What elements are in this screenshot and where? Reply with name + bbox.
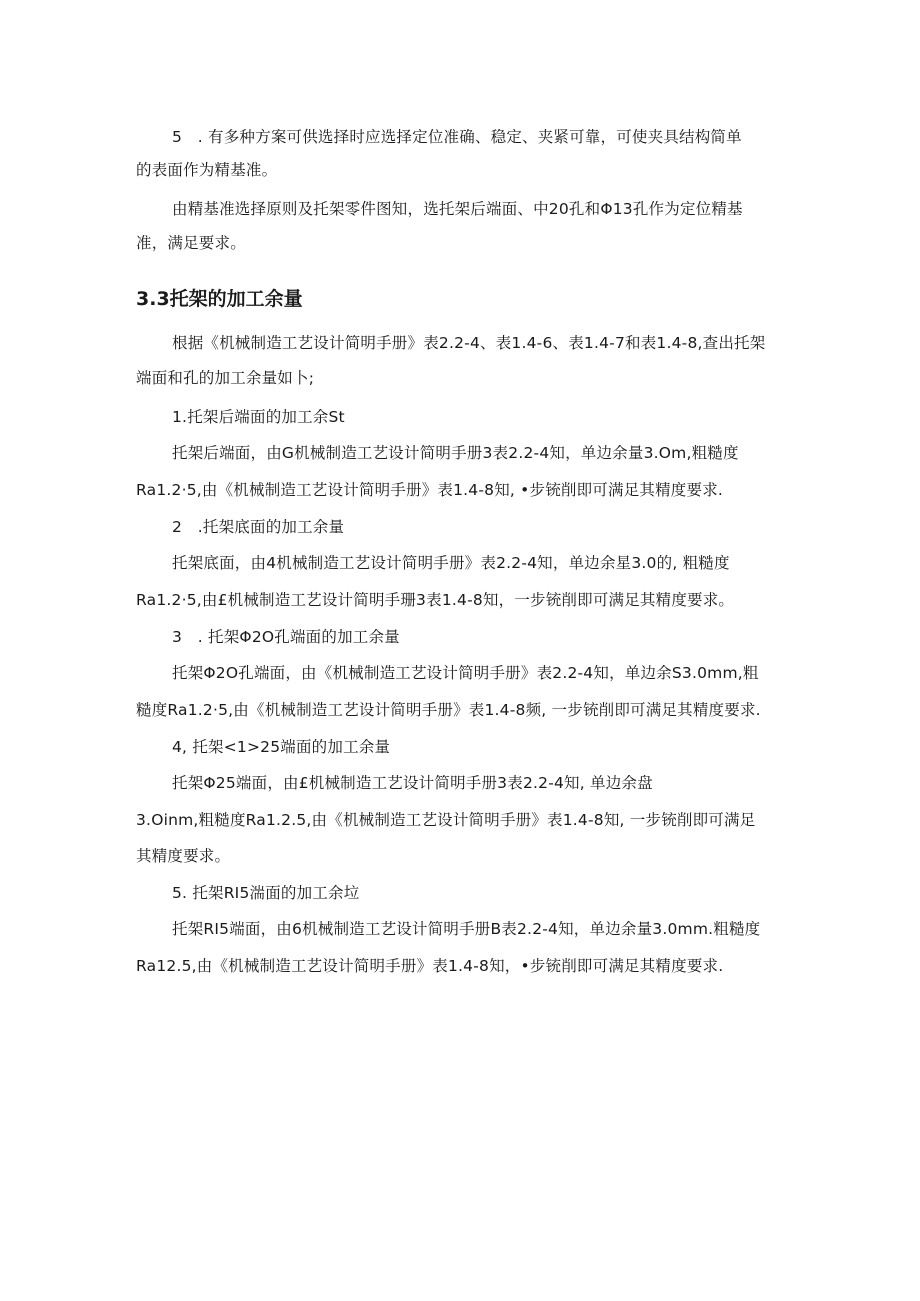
text-line: 糙度Ra1.2·5,由《机械制造工艺设计简明手册》表1.4-8频, 一步铳削即可满足其精度要求. xyxy=(136,701,761,719)
text-line: 1.托架后端面的加工余St xyxy=(172,408,345,426)
text-line: 托架Φ2O孔端面，由《机械制造工艺设计简明手册》表2.2-4知，单边余S3.0mm,粗 xyxy=(172,664,759,682)
text-line: 端面和孔的加工余量如卜; xyxy=(136,369,315,387)
text-line: 准，满足要求。 xyxy=(136,234,246,252)
text-line: 5 . 有多种方案可供选择时应选择定位准确、稳定、夹紧可靠，可使夹具结构简单 xyxy=(172,128,742,146)
text-line: Ra12.5,由《机械制造工艺设计简明手册》表1.4-8知，•步铳削即可满足其精度要求. xyxy=(136,957,724,975)
text-line: 5. 托架RI5湍面的加工余垃 xyxy=(172,884,360,902)
section-heading: 3.3托架的加工余量 xyxy=(136,288,303,310)
text-line: 根据《机械制造工艺设计简明手册》表2.2-4、表1.4-6、表1.4-7和表1.4-8,查出托架 xyxy=(172,334,766,352)
text-line: 3.Oinm,粗糙度Ra1.2.5,由《机械制造工艺设计简明手册》表1.4-8知, 一步铳削即可满足 xyxy=(136,811,756,829)
text-line: 的表面作为精基准。 xyxy=(136,161,278,179)
text-line: 其精度要求。 xyxy=(136,847,231,865)
text-line: 托架后端面，由G机械制造工艺设计简明手册3表2.2-4知，单边余量3.Om,粗糙度 xyxy=(172,444,739,462)
text-line: Ra1.2·5,由《机械制造工艺设计简明手册》表1.4-8知, •步铳削即可满足其精度要求. xyxy=(136,481,724,499)
text-line: 托架RI5端面，由6机械制造工艺设计简明手册B表2.2-4知，单边余量3.0mm.粗糙度 xyxy=(172,920,761,938)
text-line: 2 .托架底面的加工余量 xyxy=(172,518,345,536)
text-line: 3 . 托架Φ2O孔端面的加工余量 xyxy=(172,628,400,646)
text-line: 4, 托架<1>25端面的加工余量 xyxy=(172,738,391,756)
text-line: 托架底面，由4机械制造工艺设计简明手册》表2.2-4知，单边余星3.0的, 粗糙度 xyxy=(172,554,730,572)
text-line: 托架Φ25端面，由£机械制造工艺设计简明手册3表2.2-4知, 单边余盘 xyxy=(172,774,653,792)
text-line: Ra1.2·5,由£机械制造工艺设计简明手珊3表1.4-8知，一步铳削即可满足其精度要求。 xyxy=(136,591,735,609)
text-line: 由精基准选择原则及托架零件图知，选托架后端面、中20孔和Φ13孔作为定位精基 xyxy=(172,200,743,218)
